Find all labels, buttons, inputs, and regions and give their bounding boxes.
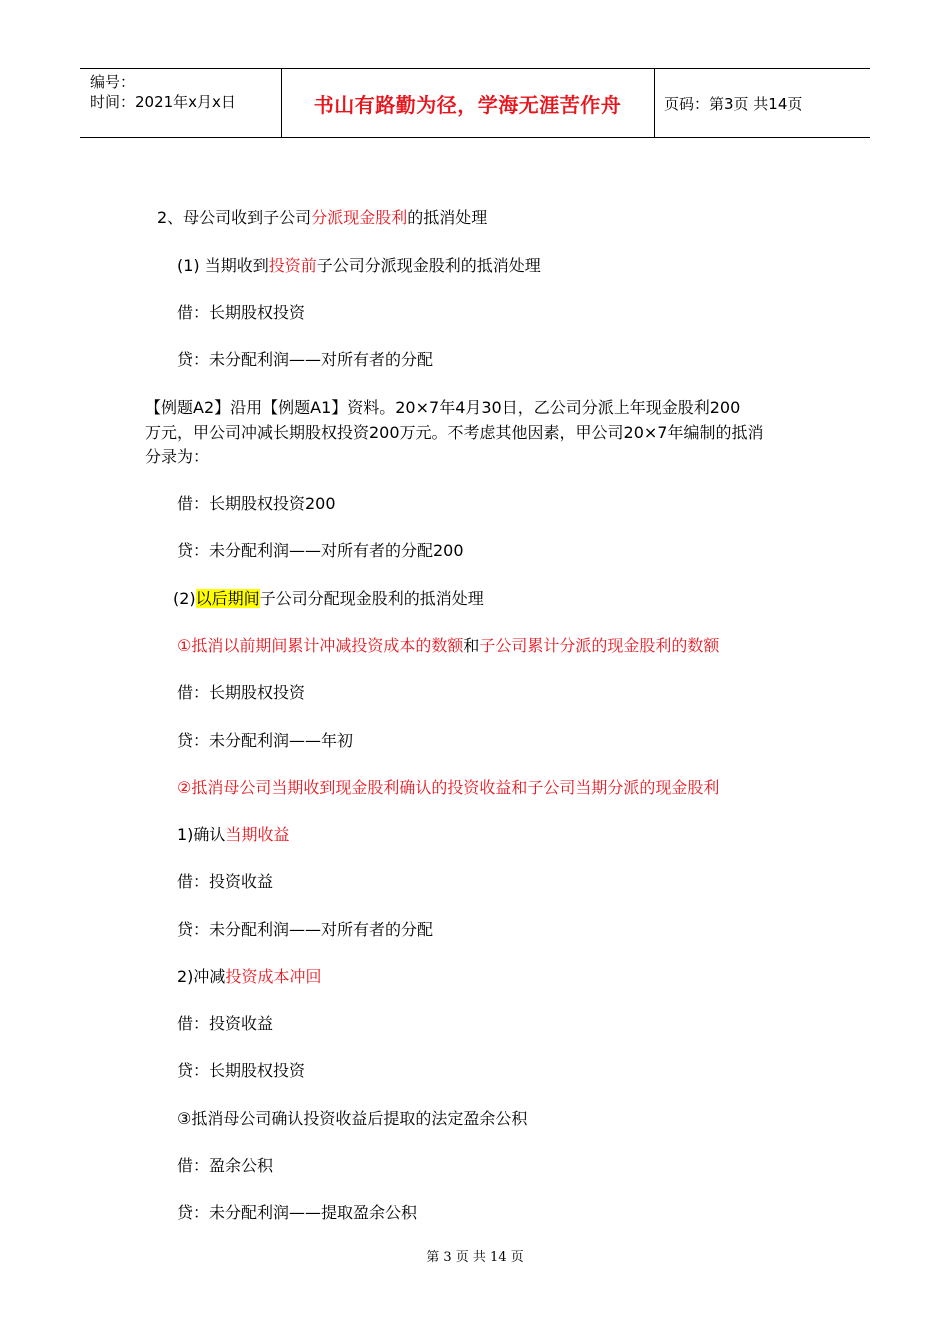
debit-entry: 借：盈余公积 bbox=[177, 1156, 274, 1175]
text-run: 的抵消处理 bbox=[407, 208, 488, 227]
header-page-cell bbox=[655, 69, 870, 137]
step-2-1-heading bbox=[177, 822, 289, 848]
header-motto-cell bbox=[281, 69, 655, 137]
header-left-cell bbox=[80, 69, 282, 137]
debit-entry: 借：长期股权投资 bbox=[177, 683, 306, 702]
header-motto: 书山有路勤为径，学海无涯苦作舟 bbox=[313, 92, 622, 117]
page-header bbox=[80, 68, 870, 138]
example-line-3: 分录为： bbox=[145, 447, 210, 466]
page-footer: 第 3 页 共 14 页 bbox=[426, 1250, 524, 1265]
debit-entry: 借：长期股权投资 bbox=[177, 303, 306, 322]
credit-entry: 贷：长期股权投资 bbox=[177, 1061, 306, 1080]
header-page-info: 页码：第3页 共14页 bbox=[664, 94, 803, 113]
step-1-heading bbox=[177, 633, 719, 659]
section-heading bbox=[157, 205, 487, 231]
debit-entry: 借：投资收益 bbox=[177, 1014, 274, 1033]
red-emphasis: 当期收益 bbox=[225, 825, 290, 844]
document-time-label: 时间：2021年x月x日 bbox=[90, 93, 236, 111]
example-line-2: 万元，甲公司冲减长期股权投资200万元。不考虑其他因素，甲公司20×7年编制的抵消 bbox=[145, 423, 764, 442]
text-run: ②抵消 bbox=[177, 778, 224, 797]
debit-entry: 借：长期股权投资200 bbox=[177, 494, 336, 513]
text-run: (1) 当期收到 bbox=[177, 256, 269, 275]
credit-entry: 贷：未分配利润——对所有者的分配 bbox=[177, 920, 434, 939]
text-run: (2) bbox=[173, 589, 196, 608]
red-emphasis: 投资前 bbox=[268, 256, 317, 275]
red-emphasis: 母公司当期收到现金股利确认的投资收益和子公司当期分派的现金股利 bbox=[223, 778, 720, 797]
subheading-1 bbox=[177, 253, 541, 279]
text-run: 子公司分派现金股利的抵消处理 bbox=[316, 256, 541, 275]
text-run: 2、母公司收到子公司 bbox=[157, 208, 312, 227]
red-emphasis: 子公司累计分派的现金股利的数额 bbox=[479, 636, 720, 655]
credit-entry: 贷：未分配利润——对所有者的分配 bbox=[177, 350, 434, 369]
red-emphasis: 以前期间累计冲减投资成本的数额 bbox=[223, 636, 464, 655]
debit-entry: 借：投资收益 bbox=[177, 872, 274, 891]
red-emphasis: 投资成本冲回 bbox=[225, 967, 322, 986]
text-run: ①抵消 bbox=[177, 636, 224, 655]
step-3-heading: ③抵消母公司确认投资收益后提取的法定盈余公积 bbox=[177, 1109, 528, 1128]
highlighted-text: 以后期间 bbox=[195, 589, 260, 608]
credit-entry: 贷：未分配利润——对所有者的分配200 bbox=[177, 541, 464, 560]
example-line-1: 【例题A2】沿用【例题A1】资料。20×7年4月30日，乙公司分派上年现金股利200 bbox=[145, 398, 741, 417]
red-emphasis: 分派现金股利 bbox=[311, 208, 408, 227]
step-2-heading bbox=[177, 775, 719, 801]
document-number-label: 编号： bbox=[90, 73, 136, 91]
text-run: 2)冲减 bbox=[177, 967, 226, 986]
credit-entry: 贷：未分配利润——提取盈余公积 bbox=[177, 1203, 418, 1222]
subheading-2 bbox=[173, 586, 484, 612]
text-run: 子公司分配现金股利的抵消处理 bbox=[259, 589, 484, 608]
text-run: 和 bbox=[463, 636, 480, 655]
step-2-2-heading bbox=[177, 964, 321, 990]
text-run: 1)确认 bbox=[177, 825, 226, 844]
credit-entry: 贷：未分配利润——年初 bbox=[177, 731, 354, 750]
